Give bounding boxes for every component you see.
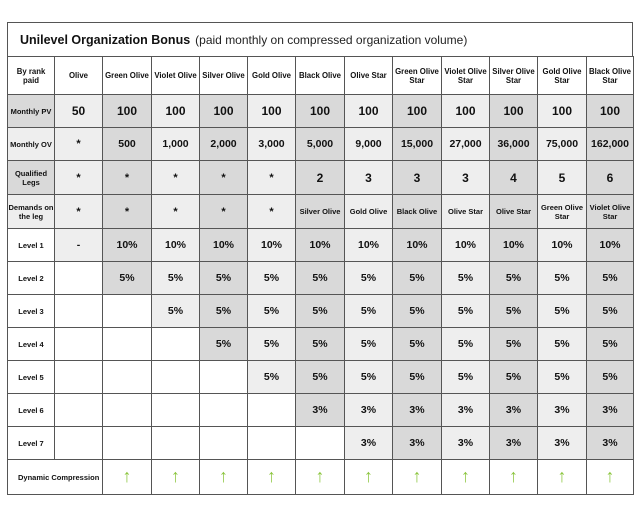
monthly-ov-cell: 75,000 bbox=[538, 128, 587, 161]
level-1-cell: 10% bbox=[538, 229, 587, 262]
up-arrow-icon: ↑ bbox=[122, 466, 132, 486]
monthly-pv-cell: 100 bbox=[200, 95, 248, 128]
up-arrow-icon: ↑ bbox=[605, 466, 615, 486]
level-3-cell bbox=[55, 295, 103, 328]
level-7-cell bbox=[248, 427, 296, 460]
dynamic-compression-cell bbox=[296, 460, 345, 495]
level-4-cell: 5% bbox=[490, 328, 538, 361]
qualified-legs-label: Qualified Legs bbox=[8, 161, 55, 195]
level-2-cell: 5% bbox=[345, 262, 393, 295]
rank-header-silver-olive: Silver Olive bbox=[200, 57, 248, 95]
level-1-label: Level 1 bbox=[8, 229, 55, 262]
monthly-ov-cell: 3,000 bbox=[248, 128, 296, 161]
monthly-ov-cell: 5,000 bbox=[296, 128, 345, 161]
level-6-cell bbox=[200, 394, 248, 427]
qualified-legs-cell: 3 bbox=[393, 161, 442, 195]
level-2-cell: 5% bbox=[393, 262, 442, 295]
demands-cell: * bbox=[248, 195, 296, 229]
up-arrow-icon: ↑ bbox=[219, 466, 228, 486]
monthly-ov-cell: 9,000 bbox=[345, 128, 393, 161]
level-1-row bbox=[8, 229, 634, 262]
dynamic-compression-cell bbox=[248, 460, 296, 495]
level-1-cell: 10% bbox=[442, 229, 490, 262]
rank-header-gold-olive: Gold Olive bbox=[248, 57, 296, 95]
monthly-pv-cell: 100 bbox=[393, 95, 442, 128]
monthly-pv-cell: 50 bbox=[55, 95, 103, 128]
level-4-cell: 5% bbox=[248, 328, 296, 361]
level-5-cell: 5% bbox=[393, 361, 442, 394]
level-6-cell bbox=[55, 394, 103, 427]
level-4-cell: 5% bbox=[442, 328, 490, 361]
level-1-cell: 10% bbox=[587, 229, 634, 262]
level-6-row bbox=[8, 394, 634, 427]
dynamic-compression-cell bbox=[152, 460, 200, 495]
level-2-cell: 5% bbox=[152, 262, 200, 295]
level-4-cell: 5% bbox=[587, 328, 634, 361]
demands-cell: Black Olive bbox=[393, 195, 442, 229]
qualified-legs-cell: 6 bbox=[587, 161, 634, 195]
level-6-cell: 3% bbox=[442, 394, 490, 427]
level-5-cell: 5% bbox=[490, 361, 538, 394]
level-1-cell: 10% bbox=[103, 229, 152, 262]
level-6-cell bbox=[152, 394, 200, 427]
qualified-legs-cell: 3 bbox=[442, 161, 490, 195]
monthly-pv-cell: 100 bbox=[103, 95, 152, 128]
level-3-label: Level 3 bbox=[8, 295, 55, 328]
level-4-cell bbox=[152, 328, 200, 361]
level-7-cell bbox=[55, 427, 103, 460]
level-2-cell: 5% bbox=[587, 262, 634, 295]
up-arrow-icon: ↑ bbox=[412, 466, 422, 486]
level-4-cell bbox=[103, 328, 152, 361]
up-arrow-icon: ↑ bbox=[509, 466, 518, 486]
monthly-pv-cell: 100 bbox=[296, 95, 345, 128]
level-4-label: Level 4 bbox=[8, 328, 55, 361]
monthly-pv-label: Monthly PV bbox=[8, 95, 55, 128]
level-5-cell: 5% bbox=[345, 361, 393, 394]
level-2-cell: 5% bbox=[200, 262, 248, 295]
demands-on-leg-label: Demands on the leg bbox=[8, 195, 55, 229]
level-4-row bbox=[8, 328, 634, 361]
qualified-legs-cell: * bbox=[103, 161, 152, 195]
rank-header-green-olive-star: Green Olive Star bbox=[393, 57, 442, 95]
table-subtitle: (paid monthly on compressed organization volume) bbox=[195, 32, 468, 47]
level-1-cell: 10% bbox=[490, 229, 538, 262]
monthly-ov-cell: 500 bbox=[103, 128, 152, 161]
qualified-legs-cell: * bbox=[152, 161, 200, 195]
rank-header-gold-olive-star: Gold Olive Star bbox=[538, 57, 587, 95]
demands-cell: Silver Olive bbox=[296, 195, 345, 229]
level-5-cell: 5% bbox=[296, 361, 345, 394]
monthly-ov-cell: 36,000 bbox=[490, 128, 538, 161]
monthly-ov-cell: * bbox=[55, 128, 103, 161]
demands-cell: Olive Star bbox=[442, 195, 490, 229]
monthly-pv-cell: 100 bbox=[345, 95, 393, 128]
demands-cell: Gold Olive bbox=[345, 195, 393, 229]
level-6-cell bbox=[103, 394, 152, 427]
rank-label: By rank paid bbox=[8, 57, 55, 95]
level-4-cell bbox=[55, 328, 103, 361]
level-7-cell bbox=[200, 427, 248, 460]
dynamic-compression-cell bbox=[587, 460, 634, 495]
demands-cell: Olive Star bbox=[490, 195, 538, 229]
level-5-cell bbox=[55, 361, 103, 394]
level-6-cell: 3% bbox=[345, 394, 393, 427]
dynamic-compression-row bbox=[8, 460, 634, 495]
level-3-cell: 5% bbox=[345, 295, 393, 328]
qualified-legs-cell: 2 bbox=[296, 161, 345, 195]
dynamic-compression-cell bbox=[442, 460, 490, 495]
level-7-cell: 3% bbox=[442, 427, 490, 460]
level-7-cell: 3% bbox=[345, 427, 393, 460]
level-6-cell: 3% bbox=[393, 394, 442, 427]
level-4-cell: 5% bbox=[345, 328, 393, 361]
monthly-pv-row bbox=[8, 95, 634, 128]
unilevel-bonus-table bbox=[7, 56, 634, 495]
demands-cell: * bbox=[103, 195, 152, 229]
up-arrow-icon: ↑ bbox=[171, 466, 180, 486]
level-6-cell bbox=[248, 394, 296, 427]
rank-header-black-olive-star: Black Olive Star bbox=[587, 57, 634, 95]
level-1-cell: 10% bbox=[200, 229, 248, 262]
qualified-legs-cell: 4 bbox=[490, 161, 538, 195]
monthly-ov-cell: 15,000 bbox=[393, 128, 442, 161]
level-2-cell: 5% bbox=[103, 262, 152, 295]
rank-row bbox=[8, 57, 634, 95]
rank-header-olive: Olive bbox=[55, 57, 103, 95]
qualified-legs-cell: 3 bbox=[345, 161, 393, 195]
level-3-cell: 5% bbox=[490, 295, 538, 328]
rank-header-green-olive: Green Olive bbox=[103, 57, 152, 95]
demands-cell: * bbox=[55, 195, 103, 229]
monthly-pv-cell: 100 bbox=[442, 95, 490, 128]
level-5-cell bbox=[152, 361, 200, 394]
qualified-legs-cell: * bbox=[248, 161, 296, 195]
demands-cell: Green Olive Star bbox=[538, 195, 587, 229]
level-3-cell: 5% bbox=[152, 295, 200, 328]
qualified-legs-row bbox=[8, 161, 634, 195]
level-5-cell: 5% bbox=[587, 361, 634, 394]
level-5-cell bbox=[200, 361, 248, 394]
level-4-cell: 5% bbox=[296, 328, 345, 361]
level-2-cell: 5% bbox=[490, 262, 538, 295]
up-arrow-icon: ↑ bbox=[315, 466, 325, 486]
level-3-cell: 5% bbox=[296, 295, 345, 328]
up-arrow-icon: ↑ bbox=[267, 466, 276, 486]
level-2-row bbox=[8, 262, 634, 295]
level-4-cell: 5% bbox=[538, 328, 587, 361]
qualified-legs-cell: 5 bbox=[538, 161, 587, 195]
level-2-cell: 5% bbox=[248, 262, 296, 295]
up-arrow-icon: ↑ bbox=[557, 466, 567, 486]
up-arrow-icon: ↑ bbox=[461, 466, 470, 486]
rank-header-silver-olive-star: Silver Olive Star bbox=[490, 57, 538, 95]
level-7-cell bbox=[103, 427, 152, 460]
level-2-label: Level 2 bbox=[8, 262, 55, 295]
level-7-cell: 3% bbox=[490, 427, 538, 460]
dynamic-compression-cell bbox=[103, 460, 152, 495]
monthly-ov-cell: 27,000 bbox=[442, 128, 490, 161]
level-5-cell: 5% bbox=[248, 361, 296, 394]
level-2-cell: 5% bbox=[442, 262, 490, 295]
level-1-cell: 10% bbox=[393, 229, 442, 262]
monthly-pv-cell: 100 bbox=[490, 95, 538, 128]
monthly-pv-cell: 100 bbox=[152, 95, 200, 128]
level-3-cell: 5% bbox=[587, 295, 634, 328]
level-3-cell: 5% bbox=[442, 295, 490, 328]
dynamic-compression-cell bbox=[345, 460, 393, 495]
level-7-label: Level 7 bbox=[8, 427, 55, 460]
level-3-cell: 5% bbox=[393, 295, 442, 328]
dynamic-compression-cell bbox=[490, 460, 538, 495]
level-5-label: Level 5 bbox=[8, 361, 55, 394]
demands-on-leg-row bbox=[8, 195, 634, 229]
monthly-ov-row bbox=[8, 128, 634, 161]
monthly-ov-cell: 162,000 bbox=[587, 128, 634, 161]
rank-header-violet-olive: Violet Olive bbox=[152, 57, 200, 95]
level-2-cell bbox=[55, 262, 103, 295]
level-3-cell: 5% bbox=[538, 295, 587, 328]
level-5-cell: 5% bbox=[538, 361, 587, 394]
level-3-row bbox=[8, 295, 634, 328]
level-6-cell: 3% bbox=[587, 394, 634, 427]
monthly-pv-cell: 100 bbox=[248, 95, 296, 128]
rank-header-violet-olive-star: Violet Olive Star bbox=[442, 57, 490, 95]
up-arrow-icon: ↑ bbox=[364, 466, 373, 486]
demands-cell: * bbox=[200, 195, 248, 229]
level-5-cell bbox=[103, 361, 152, 394]
level-4-cell: 5% bbox=[200, 328, 248, 361]
table-title: Unilevel Organization Bonus bbox=[20, 32, 191, 47]
monthly-ov-label: Monthly OV bbox=[8, 128, 55, 161]
demands-cell: Violet Olive Star bbox=[587, 195, 634, 229]
monthly-pv-cell: 100 bbox=[587, 95, 634, 128]
level-3-cell bbox=[103, 295, 152, 328]
level-7-cell: 3% bbox=[538, 427, 587, 460]
level-6-cell: 3% bbox=[538, 394, 587, 427]
qualified-legs-cell: * bbox=[55, 161, 103, 195]
level-6-label: Level 6 bbox=[8, 394, 55, 427]
monthly-pv-cell: 100 bbox=[538, 95, 587, 128]
rank-header-olive-star: Olive Star bbox=[345, 57, 393, 95]
rank-header-black-olive: Black Olive bbox=[296, 57, 345, 95]
level-7-cell: 3% bbox=[587, 427, 634, 460]
level-5-cell: 5% bbox=[442, 361, 490, 394]
level-7-row bbox=[8, 427, 634, 460]
level-1-cell: 10% bbox=[248, 229, 296, 262]
monthly-ov-cell: 2,000 bbox=[200, 128, 248, 161]
level-7-cell bbox=[152, 427, 200, 460]
level-1-cell: 10% bbox=[152, 229, 200, 262]
level-6-cell: 3% bbox=[296, 394, 345, 427]
qualified-legs-cell: * bbox=[200, 161, 248, 195]
dynamic-compression-cell bbox=[393, 460, 442, 495]
level-7-cell bbox=[296, 427, 345, 460]
monthly-ov-cell: 1,000 bbox=[152, 128, 200, 161]
dynamic-compression-cell bbox=[200, 460, 248, 495]
level-1-cell: 10% bbox=[345, 229, 393, 262]
level-7-cell: 3% bbox=[393, 427, 442, 460]
level-4-cell: 5% bbox=[393, 328, 442, 361]
level-5-row bbox=[8, 361, 634, 394]
level-3-cell: 5% bbox=[200, 295, 248, 328]
level-3-cell: 5% bbox=[248, 295, 296, 328]
level-2-cell: 5% bbox=[296, 262, 345, 295]
dynamic-compression-label: Dynamic Compression bbox=[8, 460, 103, 495]
level-1-cell: 10% bbox=[296, 229, 345, 262]
level-2-cell: 5% bbox=[538, 262, 587, 295]
dynamic-compression-cell bbox=[538, 460, 587, 495]
demands-cell: * bbox=[152, 195, 200, 229]
level-6-cell: 3% bbox=[490, 394, 538, 427]
table-title-bar bbox=[7, 22, 633, 56]
level-1-cell: - bbox=[55, 229, 103, 262]
